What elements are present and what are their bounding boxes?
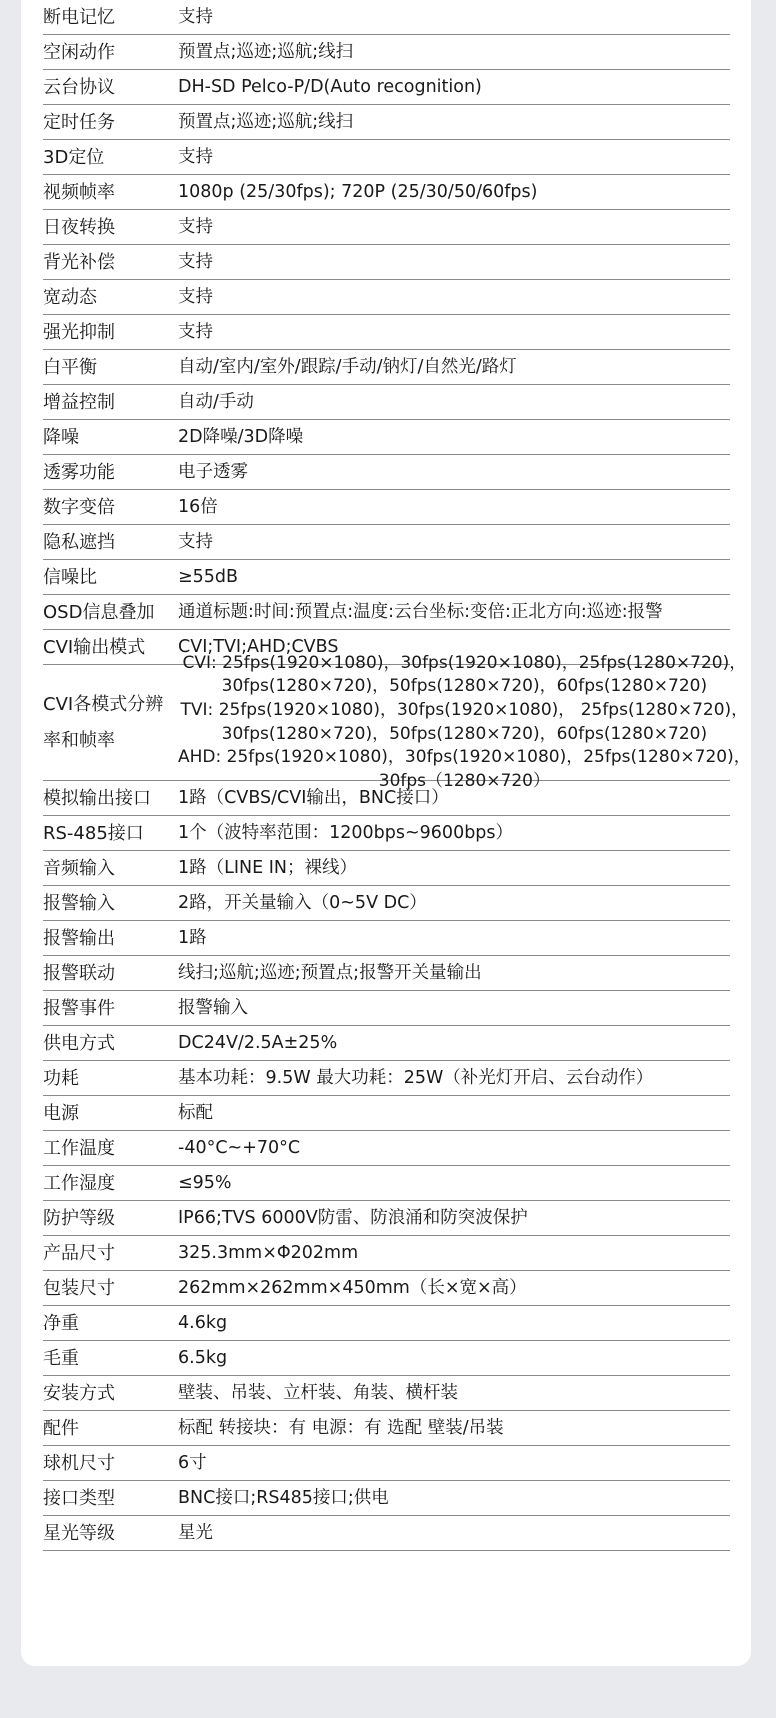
spec-label: 音频输入: [43, 857, 115, 879]
spec-row: [43, 175, 730, 210]
spec-value: 2D降噪/3D降噪: [178, 426, 304, 447]
spec-label: 工作湿度: [43, 1172, 115, 1194]
spec-value: 支持: [178, 251, 213, 272]
spec-row: [43, 1516, 730, 1551]
spec-value: 262mm×262mm×450mm（长×宽×高）: [178, 1277, 527, 1298]
spec-value: 标配 转接块：有 电源：有 选配 壁装/吊装: [178, 1417, 504, 1438]
spec-row: [43, 420, 730, 455]
spec-label: 功耗: [43, 1067, 79, 1089]
spec-value: 报警输入: [178, 997, 248, 1018]
spec-row: [43, 1061, 730, 1096]
cvi-mode-line: CVI: 25fps(1920×1080)，30fps(1920×1080)，25fps(1280×720)，: [182, 652, 747, 673]
spec-label: CVI输出模式: [43, 636, 146, 658]
spec-value: 自动/手动: [178, 391, 254, 412]
spec-row: [43, 385, 730, 420]
spec-value: 基本功耗：9.5W 最大功耗：25W（补光灯开启、云台动作）: [178, 1067, 654, 1088]
spec-row: [43, 280, 730, 315]
spec-row: [43, 525, 730, 560]
spec-label: 背光补偿: [43, 251, 115, 273]
spec-row: [43, 1481, 730, 1516]
spec-label: 日夜转换: [43, 216, 115, 238]
spec-label: CVI各模式分辨率和帧率: [43, 693, 164, 751]
cvi-mode-line: AHD: 25fps(1920×1080)，30fps(1920×1080)，25fps(1280×720)，: [178, 747, 751, 768]
spec-row: [43, 70, 730, 105]
spec-row: [43, 1306, 730, 1341]
spec-label: 配件: [43, 1417, 79, 1439]
spec-label: OSD信息叠加: [43, 601, 155, 623]
spec-label: RS-485接口: [43, 822, 144, 844]
cvi-mode-line: TVI: 25fps(1920×1080)，30fps(1920×1080)， 25fps(1280×720)，: [180, 699, 749, 720]
spec-row: [43, 1411, 730, 1446]
spec-label: 断电记忆: [43, 6, 115, 28]
spec-label: 报警联动: [43, 962, 115, 984]
spec-label: 隐私遮挡: [43, 531, 115, 553]
spec-row: [43, 350, 730, 385]
spec-label: 星光等级: [43, 1522, 115, 1544]
spec-row: [43, 0, 730, 35]
spec-label: 数字变倍: [43, 496, 115, 518]
spec-row: [43, 1376, 730, 1411]
spec-row-cvi-modes: [43, 652, 751, 791]
spec-row: [43, 105, 730, 140]
spec-label: 视频帧率: [43, 181, 115, 203]
spec-value: ≤95%: [178, 1172, 232, 1193]
spec-value: DC24V/2.5A±25%: [178, 1032, 338, 1053]
spec-row: [43, 140, 730, 175]
spec-row: [43, 781, 730, 816]
spec-row: [43, 315, 730, 350]
spec-row: [43, 816, 730, 851]
spec-value: 自动/室内/室外/跟踪/手动/钠灯/自然光/路灯: [178, 356, 517, 377]
spec-row: [43, 1166, 730, 1201]
spec-value: 6寸: [178, 1452, 207, 1473]
spec-row: [43, 851, 730, 886]
spec-label: 模拟输出接口: [43, 787, 151, 809]
spec-label: 白平衡: [43, 356, 97, 378]
spec-label: 接口类型: [43, 1487, 115, 1509]
spec-label: 云台协议: [43, 76, 115, 98]
cvi-mode-line: 30fps(1280×720)，50fps(1280×720)，60fps(1280×720): [221, 723, 708, 744]
cvi-mode-line: 30fps（1280×720）: [378, 770, 550, 791]
spec-label: 安装方式: [43, 1382, 115, 1404]
spec-row: [43, 1201, 730, 1236]
spec-label: 增益控制: [43, 391, 115, 413]
spec-label: 空闲动作: [43, 41, 115, 63]
spec-row: [43, 455, 730, 490]
spec-label: 包装尺寸: [43, 1277, 115, 1299]
spec-value: 支持: [178, 531, 213, 552]
spec-label: 信噪比: [43, 566, 97, 588]
spec-value: -40°C~+70°C: [178, 1137, 301, 1158]
spec-label: 定时任务: [43, 111, 115, 133]
spec-row: [43, 921, 730, 956]
spec-row: [43, 210, 730, 245]
spec-label: 供电方式: [43, 1032, 115, 1054]
spec-label: 毛重: [43, 1347, 79, 1369]
spec-label: 电源: [43, 1102, 79, 1124]
spec-row: [43, 1271, 730, 1306]
spec-row: [43, 35, 730, 70]
spec-value: ≥55dB: [178, 566, 239, 587]
spec-value: 支持: [178, 146, 213, 167]
cvi-mode-line: 30fps(1280×720)，50fps(1280×720)，60fps(1280×720): [221, 676, 708, 697]
spec-table: [43, 0, 751, 1551]
spec-value: 支持: [178, 216, 213, 237]
spec-label: 强光抑制: [43, 321, 115, 343]
spec-value: 2路，开关量输入（0~5V DC）: [178, 892, 427, 913]
spec-row: [43, 1026, 730, 1061]
spec-value: 1个（波特率范围：1200bps~9600bps）: [178, 822, 514, 843]
spec-label: 宽动态: [43, 286, 97, 308]
spec-value: 电子透雾: [178, 461, 248, 482]
spec-value-multiline: [178, 652, 751, 794]
spec-row: [43, 1096, 730, 1131]
spec-value: 16倍: [178, 496, 218, 517]
spec-label: 净重: [43, 1312, 79, 1334]
spec-row: [43, 886, 730, 921]
spec-value: 星光: [178, 1522, 213, 1543]
spec-value: 1080p (25/30fps); 720P (25/30/50/60fps): [178, 181, 538, 202]
spec-value: BNC接口;RS485接口;供电: [178, 1487, 389, 1508]
spec-value: 预置点;巡迹;巡航;线扫: [178, 111, 354, 132]
spec-label: 报警事件: [43, 997, 115, 1019]
spec-row: [43, 956, 730, 991]
spec-value: 支持: [178, 6, 213, 27]
spec-value: 支持: [178, 321, 213, 342]
spec-row: [43, 595, 730, 630]
spec-label: 报警输出: [43, 927, 115, 949]
spec-value: 1路（CVBS/CVI输出，BNC接口）: [178, 787, 449, 808]
spec-value: 325.3mm×Φ202mm: [178, 1242, 359, 1263]
spec-label: 防护等级: [43, 1207, 115, 1229]
spec-label: 球机尺寸: [43, 1452, 115, 1474]
spec-row: [43, 490, 730, 525]
spec-label: 降噪: [43, 426, 79, 448]
spec-label: 3D定位: [43, 146, 105, 168]
spec-row: [43, 1236, 730, 1271]
spec-value: 4.6kg: [178, 1312, 228, 1333]
spec-value: 通道标题:时间:预置点:温度:云台坐标:变倍:正北方向:巡迹:报警: [178, 601, 663, 622]
spec-value: CVI;TVI;AHD;CVBS: [178, 636, 339, 657]
spec-value: 壁装、吊装、立杆装、角装、横杆装: [178, 1382, 458, 1403]
spec-label: 透雾功能: [43, 461, 115, 483]
spec-value: 1路: [178, 927, 207, 948]
spec-row: [43, 560, 730, 595]
spec-value: 预置点;巡迹;巡航;线扫: [178, 41, 354, 62]
spec-value: 线扫;巡航;巡迹;预置点;报警开关量输出: [178, 962, 482, 983]
spec-label: 工作温度: [43, 1137, 115, 1159]
spec-label: 报警输入: [43, 892, 115, 914]
spec-row: [43, 1131, 730, 1166]
spec-row: [43, 1446, 730, 1481]
spec-row: [43, 1341, 730, 1376]
spec-value: 1路（LINE IN；裸线）: [178, 857, 358, 878]
spec-row: [43, 245, 730, 280]
spec-value: 6.5kg: [178, 1347, 228, 1368]
spec-row: [43, 991, 730, 1026]
spec-value: DH-SD Pelco-P/D(Auto recognition): [178, 76, 482, 97]
spec-label: 产品尺寸: [43, 1242, 115, 1264]
spec-value: 支持: [178, 286, 213, 307]
spec-value: IP66;TVS 6000V防雷、防浪涌和防突波保护: [178, 1207, 528, 1228]
spec-value: 标配: [178, 1102, 213, 1123]
